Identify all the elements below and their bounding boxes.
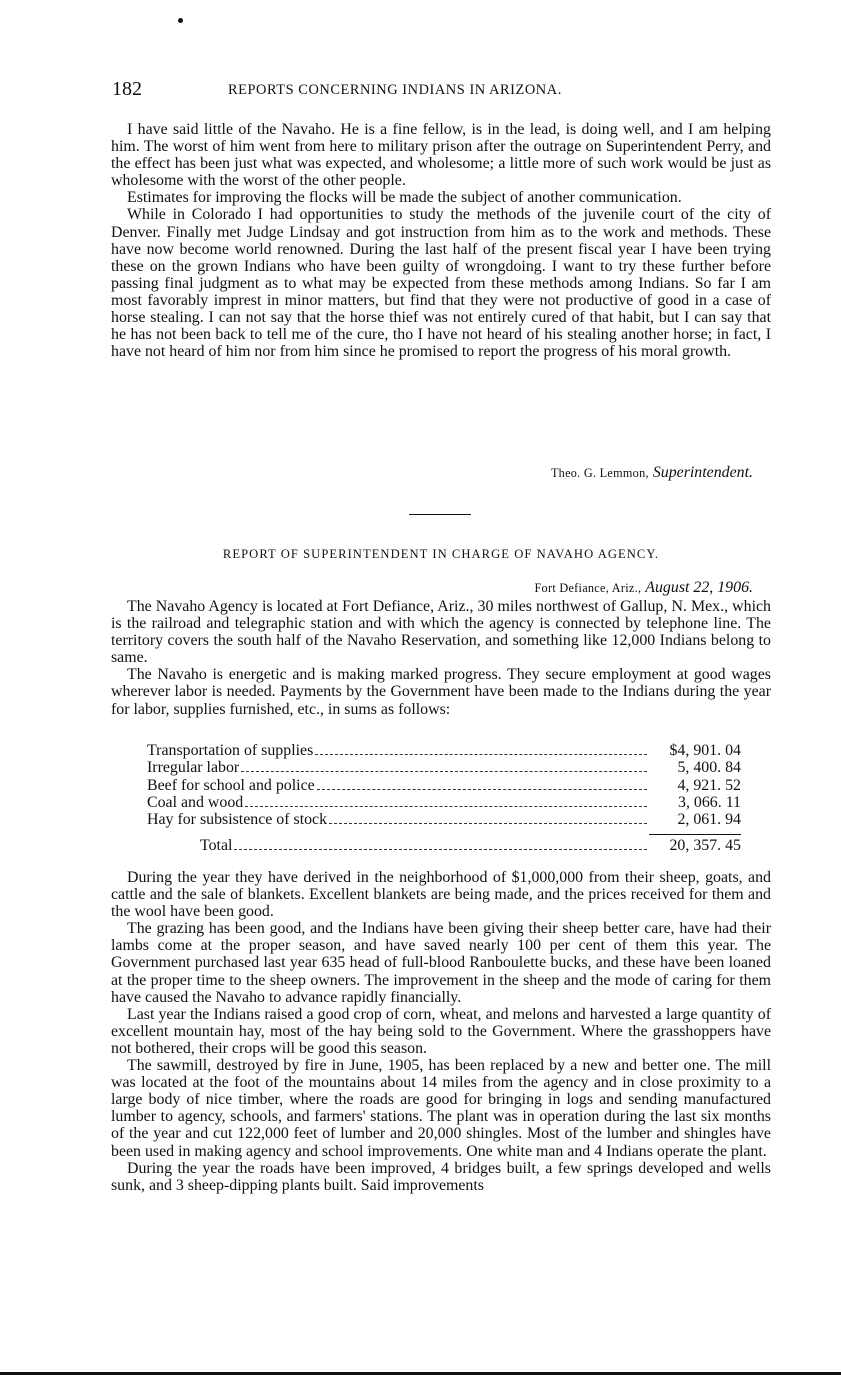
payment-row <box>147 776 741 793</box>
page-number: 182 <box>112 78 142 100</box>
dot-leader <box>315 754 647 755</box>
section-divider <box>409 514 471 515</box>
paragraph: The Navaho Agency is located at Fort Defiance, Ariz., 30 miles northwest of Gallup, N. Mex., which is the railroad and telegraphic station and with which the agency is connected by telephone line. The territory covers the south half of the Navaho Reservation, and something like 12,000 Indians belong to same. <box>111 598 771 667</box>
total-amount: 20, 357. 45 <box>669 837 741 855</box>
dot-leader <box>234 849 647 850</box>
paragraph: The Navaho is energetic and is making marked progress. They secure employment at good wages wherever labor is needed. Payments by the Government have been made to the Indians during the year for labor, supplies furnished, etc., in sums as follows: <box>111 666 771 718</box>
payment-label: Irregular labor <box>147 759 240 777</box>
total-row <box>147 837 741 854</box>
section-heading: REPORT OF SUPERINTENDENT IN CHARGE OF NAVAHO AGENCY. <box>222 547 660 561</box>
payment-label: Hay for subsistence of stock <box>147 810 328 828</box>
payment-amount: 4, 921. 52 <box>677 776 741 794</box>
paragraph: Estimates for improving the flocks will be made the subject of another communication. <box>127 189 682 207</box>
signature-name: Theo. G. Lemmon, <box>550 466 649 480</box>
dot-leader <box>245 806 647 807</box>
dot-leader <box>317 789 647 790</box>
dateline <box>111 579 753 597</box>
payment-amount: 5, 400. 84 <box>677 759 741 777</box>
section2-intro <box>111 598 771 718</box>
dateline-place: Fort Defiance, Ariz., <box>534 581 642 595</box>
print-speck <box>178 18 183 23</box>
total-label: Total <box>200 837 233 855</box>
paragraph: The sawmill, destroyed by fire in June, 1905, has been replaced by a new and better one. The mill was located at the foot of the mountains about 14 miles from the agency and in close proximity to a large body of nice timber, where the roads are good for bringing in logs and sending manufactured lumber to agency, schools, and farmers' stations. The plant was in operation during the last six months of the year and cut 122,000 feet of lumber and 20,000 shingles. Most of the lumber and shingles have been used in making agency and school improvements. One white man and 4 Indians operate the plant. <box>111 1057 771 1160</box>
section1-body <box>111 121 771 360</box>
payment-row <box>147 794 741 811</box>
payment-row <box>147 811 741 828</box>
section2-body <box>111 869 771 1194</box>
paragraph: During the year they have derived in the neighborhood of $1,000,000 from their sheep, goats, and cattle and the sale of blankets. Excellent blankets are being made, and the prices received for them and the wool have been good. <box>111 869 771 921</box>
payments-table <box>147 742 741 854</box>
payment-row <box>147 759 741 776</box>
paragraph: I have said little of the Navaho. He is a fine fellow, is in the lead, is doing well, and I am helping him. The worst of him went from here to military prison after the outrage on Superintendent Perry, and the effect has been just what was expected, and wholesome; a little more of such work would be just as wholesome with the worst of the other people. <box>111 121 771 190</box>
dateline-date: August 22, 1906. <box>645 579 753 596</box>
signature-title: Superintendent. <box>652 464 753 481</box>
payment-amount: $4, 901. 04 <box>669 742 741 760</box>
signature <box>111 464 753 482</box>
running-head: REPORTS CONCERNING INDIANS IN ARIZONA. <box>228 82 562 98</box>
paragraph: The grazing has been good, and the Indians have been giving their sheep better care, have had their lambs come at the proper season, and have saved nearly 100 per cent of them this year. The Government purchased last year 635 head of full-blood Ranboulette bucks, and these have been loaned at the proper time to the sheep owners. The improvement in the sheep and the mode of caring for them have caused the Navaho to advance rapidly financially. <box>111 920 771 1006</box>
total-rule <box>649 834 741 835</box>
dot-leader <box>241 771 647 772</box>
scan-edge <box>0 1372 841 1375</box>
paragraph: While in Colorado I had opportunities to study the methods of the juvenile court of the city of Denver. Finally met Judge Lindsay and got instruction from him as to the work and methods. These have now become world renowned. During the last half of the present fiscal year I have been trying these on the grown Indians who have been guilty of wrongdoing. I want to try these further before passing final judgment as to what may be expected from these methods among Indians. So far I am most favorably imprest in minor matters, but find that they were not productive of good in a case of horse stealing. I can not say that the horse thief was not entirely cured of that habit, but I can say that he has not been back to tell me of the cure, tho I have not heard of his stealing another horse; in fact, I have not heard of him nor from him since he promised to report the progress of his moral growth. <box>111 206 771 361</box>
payment-row <box>147 742 741 759</box>
page-header <box>112 78 672 102</box>
paragraph: During the year the roads have been improved, 4 bridges built, a few springs developed and wells sunk, and 3 sheep-dipping plants built. Said improvements <box>111 1159 771 1194</box>
payment-amount: 3, 066. 11 <box>678 793 741 811</box>
payment-amount: 2, 061. 94 <box>677 810 741 828</box>
paragraph: Last year the Indians raised a good crop of corn, wheat, and melons and harvested a large quantity of excellent mountain hay, most of the hay being sold to the Government. Where the grasshoppers have not bothered, their crops will be good this season. <box>111 1005 771 1057</box>
payment-label: Coal and wood <box>147 793 244 811</box>
payment-label: Beef for school and police <box>147 776 315 794</box>
dot-leader <box>329 823 647 824</box>
payment-label: Transportation of supplies <box>147 742 314 760</box>
